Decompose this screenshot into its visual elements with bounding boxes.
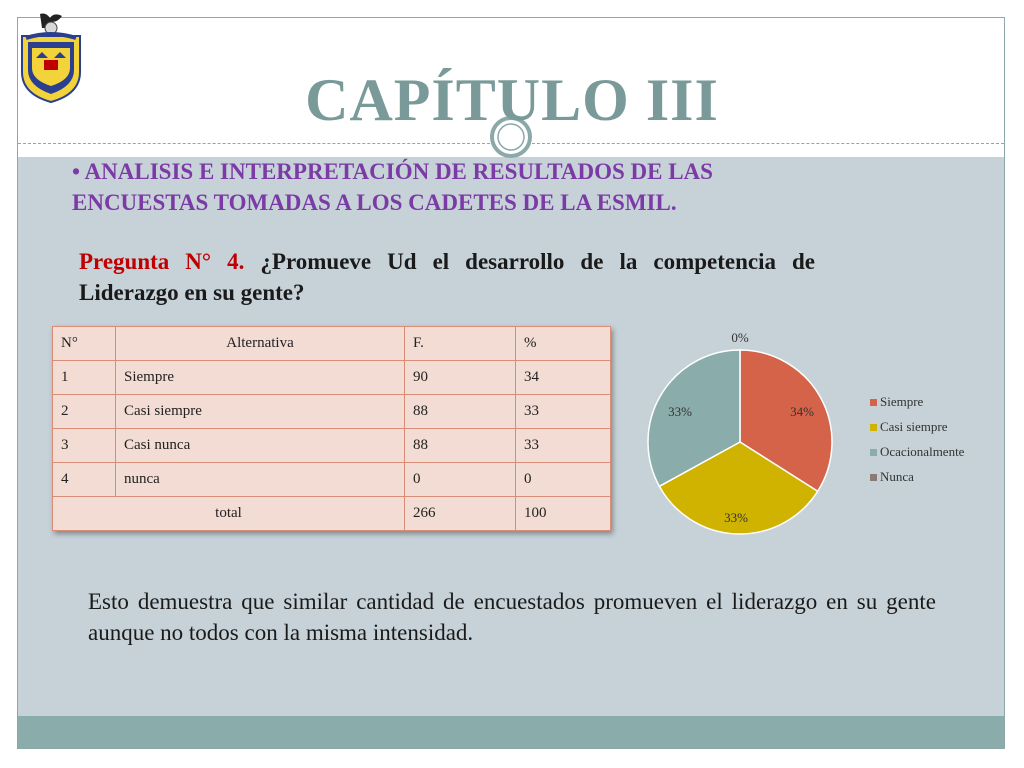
table-total-frequency: 266	[405, 497, 516, 531]
legend-swatch	[870, 474, 877, 481]
table-cell: 0	[516, 463, 611, 497]
table-cell: 33	[516, 395, 611, 429]
table-header-cell: Alternativa	[116, 327, 405, 361]
legend-swatch	[870, 449, 877, 456]
legend-label: Casi siempre	[880, 419, 948, 434]
pie-data-label: 33%	[724, 510, 748, 525]
legend-label: Nunca	[880, 469, 914, 484]
table-total-percent: 100	[516, 497, 611, 531]
pie-data-label: 0%	[731, 330, 749, 345]
conclusion-text: Esto demuestra que similar cantidad de encuestados promueven el liderazgo en su gente aunque no todos con la misma intensidad.	[88, 589, 936, 645]
table-row	[53, 429, 611, 463]
question-label: Pregunta N° 4.	[79, 249, 245, 274]
table-cell: Casi nunca	[116, 429, 405, 463]
pie-chart	[630, 326, 990, 546]
table-row	[53, 463, 611, 497]
legend-swatch	[870, 399, 877, 406]
table-cell: 90	[405, 361, 516, 395]
table-row	[53, 395, 611, 429]
table-cell: 0	[405, 463, 516, 497]
table-cell: 3	[53, 429, 116, 463]
table-cell: 33	[516, 429, 611, 463]
results-table-container	[52, 326, 611, 531]
pie-data-label: 33%	[668, 404, 692, 419]
results-table	[52, 326, 611, 531]
section-heading	[72, 156, 812, 218]
pie-data-label: 34%	[790, 404, 814, 419]
table-row	[53, 361, 611, 395]
table-total-row	[53, 497, 611, 531]
table-header-cell: %	[516, 327, 611, 361]
legend-label: Siempre	[880, 394, 924, 409]
table-cell: 88	[405, 395, 516, 429]
table-cell: 1	[53, 361, 116, 395]
slide-title: CAPÍTULO III	[305, 67, 719, 133]
table-cell: Siempre	[116, 361, 405, 395]
table-cell: 4	[53, 463, 116, 497]
table-header-row	[53, 327, 611, 361]
legend-label: Ocacionalmente	[880, 444, 965, 459]
table-header-cell: F.	[405, 327, 516, 361]
question-text: ¿Promueve Ud el desarrollo de la competencia de Liderazgo en su gente?	[79, 249, 816, 305]
table-total-label: total	[53, 497, 405, 531]
bullet-icon: •	[72, 159, 85, 184]
legend-swatch	[870, 424, 877, 431]
table-cell: 88	[405, 429, 516, 463]
table-cell: nunca	[116, 463, 405, 497]
section-heading-text: ANALISIS E INTERPRETACIÓN DE RESULTADOS DE LAS ENCUESTAS TOMADAS A LOS CADETES DE LA ESMIL.	[72, 159, 713, 215]
survey-question	[79, 246, 815, 308]
table-cell: 2	[53, 395, 116, 429]
table-header-cell: N°	[53, 327, 116, 361]
table-cell: 34	[516, 361, 611, 395]
table-cell: Casi siempre	[116, 395, 405, 429]
